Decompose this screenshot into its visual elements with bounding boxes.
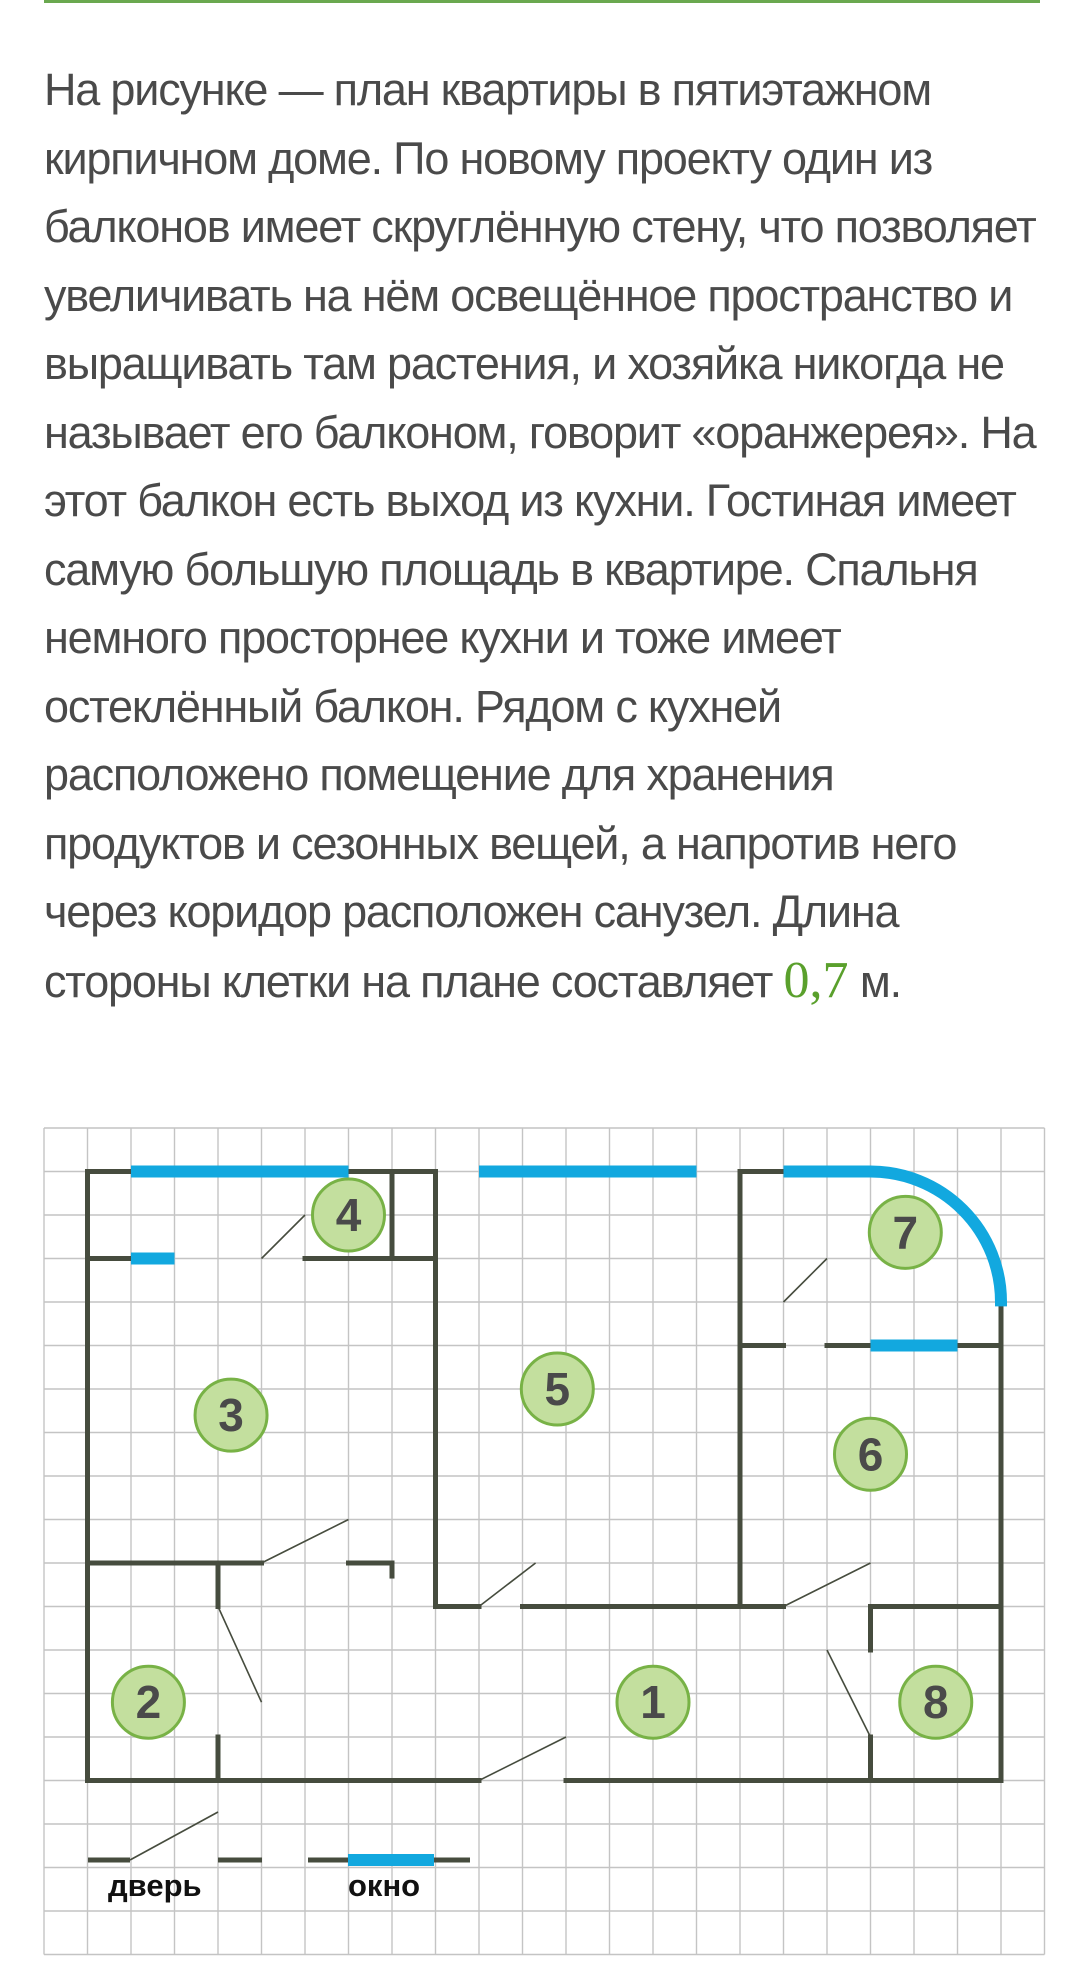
- room-markers: [112, 1179, 971, 1738]
- legend-window-label: окно: [348, 1868, 421, 1903]
- room-number: 5: [544, 1363, 571, 1415]
- door-swing: [479, 1563, 536, 1607]
- room-marker-1: [617, 1666, 689, 1738]
- room-marker-4: [313, 1179, 385, 1251]
- room-marker-6: [835, 1418, 907, 1490]
- door-swing: [262, 1215, 306, 1259]
- room-marker-7: [869, 1196, 941, 1268]
- problem-statement: На рисунке — план квартиры в пятиэтажном кирпичном доме. По новому проекту один из балконов имеет скруглённую стену, что позволяет увеличивать на нём освещённое пространство и выращивать там растения, и хозяйка никогда не называет его балконом, говорит «оранжерея». На этот балкон есть выход из кухни. Гостиная имеет самую большую площадь в квартире. Спальня немного просторнее кухни и тоже имеет остеклённый балкон. Рядом с кухней расположено помещение для хранения продуктов и сезонных вещей, а напротив него через коридор расположен санузел. Длина стороны клетки на плане составляет: [44, 64, 1036, 1007]
- room-marker-3: [195, 1379, 267, 1451]
- plan-legend: [88, 1812, 470, 1903]
- door-swing: [218, 1607, 262, 1703]
- room-marker-2: [112, 1666, 184, 1738]
- plan-doors: [218, 1215, 871, 1781]
- legend-door-label: дверь: [108, 1868, 202, 1903]
- room-number: 7: [892, 1206, 919, 1259]
- room-marker-8: [900, 1666, 972, 1738]
- cell-size-unit: м.: [859, 955, 901, 1007]
- door-swing: [784, 1259, 828, 1303]
- room-number: 6: [857, 1428, 884, 1481]
- room-number: 3: [218, 1389, 244, 1442]
- cell-size-value: 0,7: [783, 951, 849, 1009]
- room-marker-5: [521, 1353, 593, 1425]
- room-number: 2: [135, 1676, 162, 1729]
- room-number: 1: [640, 1676, 666, 1729]
- room-number: 4: [335, 1189, 362, 1241]
- room-number: 8: [922, 1676, 949, 1729]
